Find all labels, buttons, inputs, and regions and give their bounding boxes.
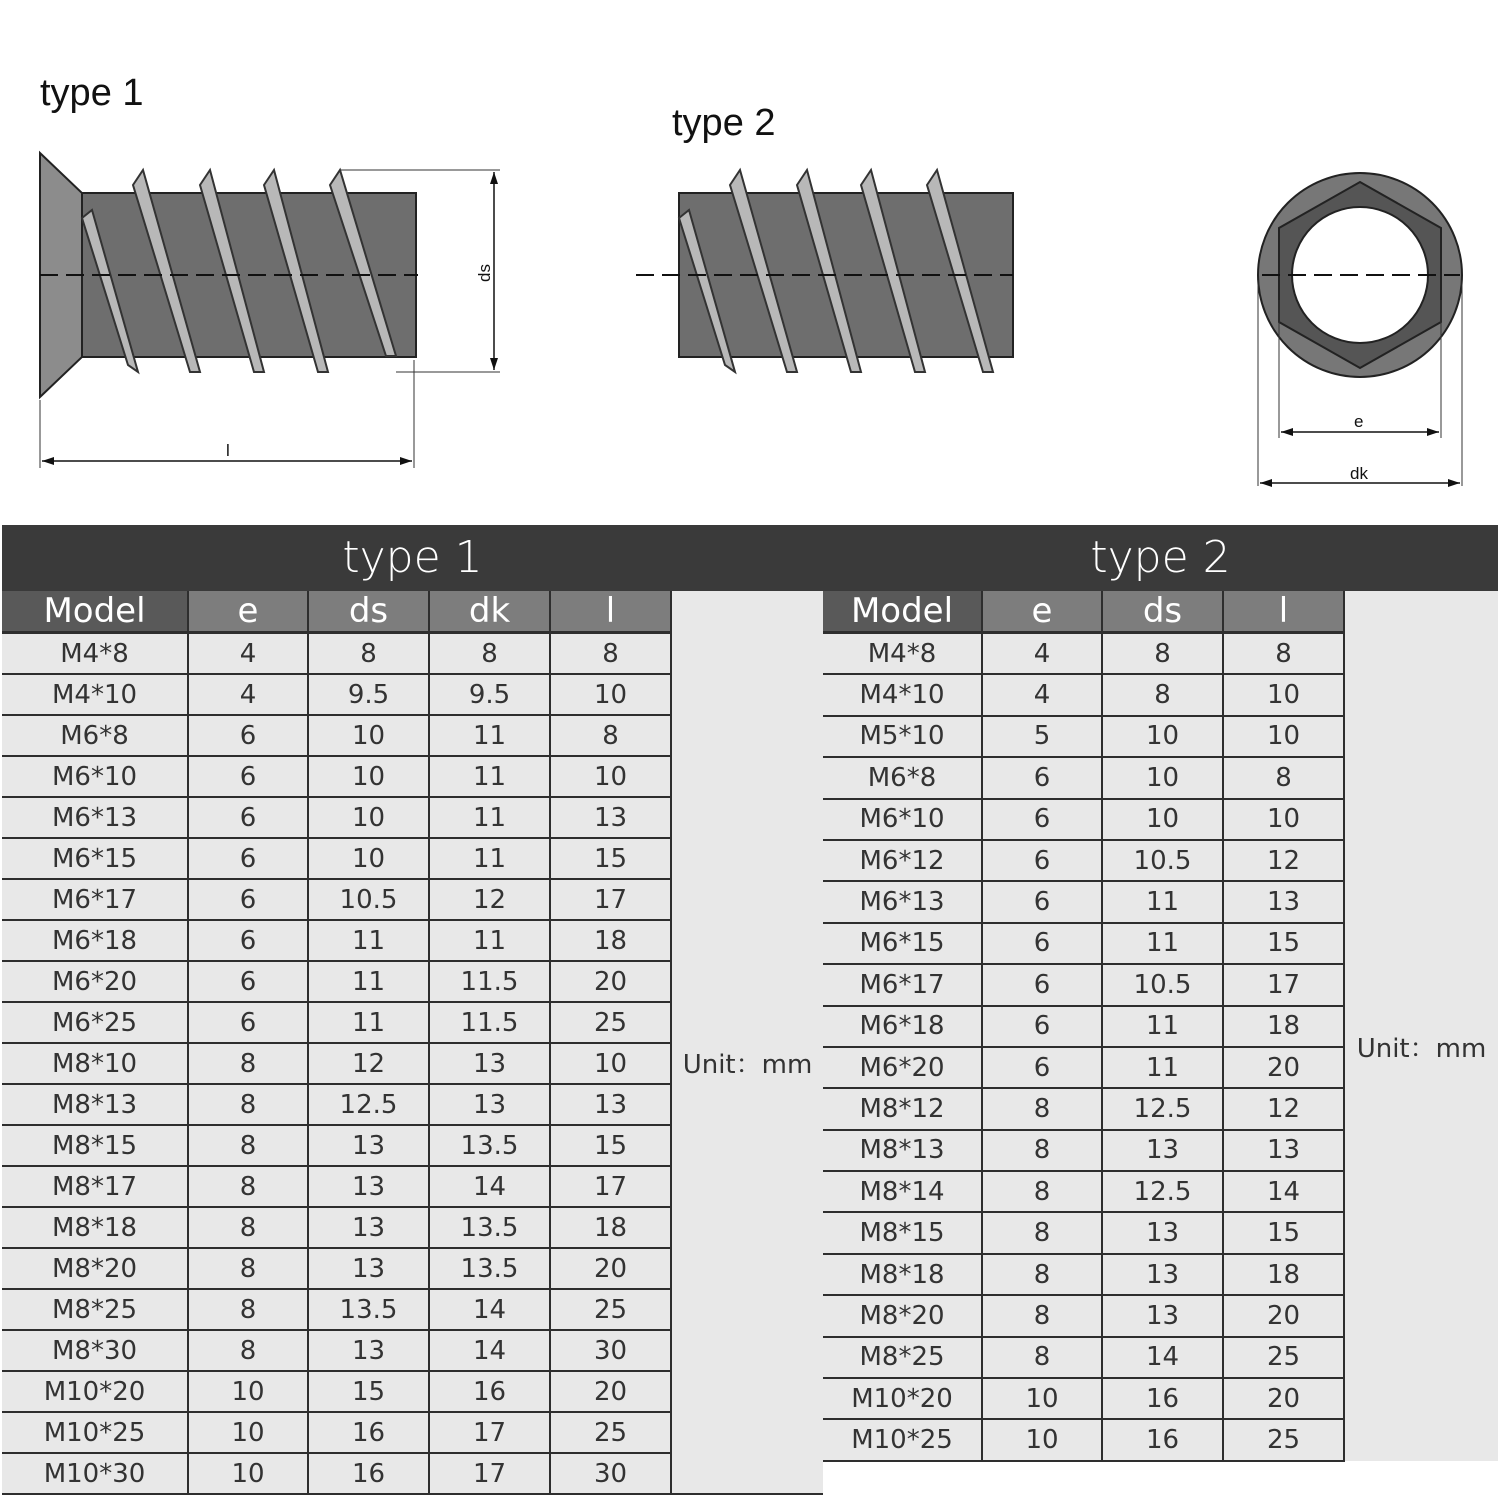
- unit-label: Unit：mm: [671, 633, 823, 1495]
- cell-ds: 13: [308, 1166, 429, 1207]
- cell-e: 8: [188, 1166, 308, 1207]
- cell-l: 10: [550, 1043, 671, 1084]
- cell-ds: 11: [308, 1002, 429, 1043]
- cell-dk: 13.5: [429, 1248, 550, 1289]
- cell-dk: 11.5: [429, 1002, 550, 1043]
- cell-model: M8*15: [2, 1125, 188, 1166]
- cell-model: M4*8: [823, 633, 982, 675]
- cell-l: 10: [1223, 716, 1344, 757]
- e-dimension-label: e: [1354, 412, 1364, 431]
- table-row: [2, 633, 823, 675]
- cell-model: M5*10: [823, 716, 982, 757]
- cell-e: 6: [188, 838, 308, 879]
- drawing-svg: [0, 0, 1500, 510]
- cell-ds: 16: [308, 1412, 429, 1453]
- cell-l: 15: [550, 838, 671, 879]
- cell-model: M8*20: [2, 1248, 188, 1289]
- cell-e: 8: [188, 1289, 308, 1330]
- cell-l: 14: [1223, 1171, 1344, 1212]
- cell-e: 6: [982, 1006, 1102, 1047]
- cell-ds: 12.5: [1102, 1088, 1223, 1129]
- header-blank: [1344, 591, 1498, 633]
- cell-e: 6: [982, 1047, 1102, 1088]
- column-header-e: e: [982, 591, 1102, 633]
- cell-l: 15: [1223, 1212, 1344, 1253]
- cell-dk: 16: [429, 1371, 550, 1412]
- cell-ds: 10: [308, 715, 429, 756]
- cell-model: M8*10: [2, 1043, 188, 1084]
- cell-model: M10*25: [2, 1412, 188, 1453]
- cell-l: 13: [1223, 881, 1344, 922]
- cell-model: M4*8: [2, 633, 188, 675]
- cell-e: 6: [188, 920, 308, 961]
- cell-ds: 10: [308, 838, 429, 879]
- cell-e: 6: [188, 756, 308, 797]
- cell-model: M6*15: [2, 838, 188, 879]
- cell-ds: 13: [308, 1330, 429, 1371]
- cell-dk: 11: [429, 920, 550, 961]
- cell-dk: 13.5: [429, 1125, 550, 1166]
- cell-e: 4: [982, 633, 1102, 675]
- cell-e: 10: [188, 1412, 308, 1453]
- table-header-row: [2, 591, 823, 633]
- cell-l: 13: [550, 797, 671, 838]
- cell-ds: 11: [1102, 923, 1223, 964]
- cell-ds: 15: [308, 1371, 429, 1412]
- cell-e: 6: [188, 879, 308, 920]
- type2-spec-table-panel: [823, 525, 1498, 1462]
- type2-drawing-title: type 2: [672, 102, 776, 144]
- cell-e: 8: [982, 1171, 1102, 1212]
- cell-ds: 9.5: [308, 674, 429, 715]
- cell-dk: 13: [429, 1043, 550, 1084]
- cell-l: 8: [550, 715, 671, 756]
- cell-ds: 10: [1102, 799, 1223, 840]
- cell-ds: 13.5: [308, 1289, 429, 1330]
- type2-table-title: type 2: [823, 525, 1498, 591]
- cell-e: 4: [188, 674, 308, 715]
- cell-e: 8: [188, 1330, 308, 1371]
- cell-e: 6: [982, 881, 1102, 922]
- cell-e: 8: [188, 1084, 308, 1125]
- cell-dk: 12: [429, 879, 550, 920]
- cell-model: M6*10: [823, 799, 982, 840]
- cell-l: 8: [1223, 757, 1344, 798]
- cell-ds: 10: [308, 756, 429, 797]
- column-header-model: Model: [2, 591, 188, 633]
- table-row: [823, 633, 1498, 675]
- cell-l: 18: [550, 1207, 671, 1248]
- column-header-l: l: [550, 591, 671, 633]
- cell-e: 10: [982, 1378, 1102, 1419]
- cell-dk: 11: [429, 797, 550, 838]
- cell-l: 15: [550, 1125, 671, 1166]
- cell-model: M6*10: [2, 756, 188, 797]
- cell-model: M6*18: [823, 1006, 982, 1047]
- column-header-ds: ds: [1102, 591, 1223, 633]
- cell-l: 20: [1223, 1047, 1344, 1088]
- cell-model: M10*20: [823, 1378, 982, 1419]
- cell-l: 10: [1223, 674, 1344, 715]
- type1-drawing-title: type 1: [40, 72, 144, 114]
- cell-e: 8: [188, 1043, 308, 1084]
- cell-model: M6*17: [823, 964, 982, 1005]
- cell-dk: 11.5: [429, 961, 550, 1002]
- cell-ds: 12.5: [1102, 1171, 1223, 1212]
- cell-dk: 14: [429, 1289, 550, 1330]
- cell-ds: 10: [308, 797, 429, 838]
- header-blank: [671, 591, 823, 633]
- cell-l: 25: [1223, 1419, 1344, 1460]
- cell-l: 8: [1223, 633, 1344, 675]
- type1-spec-table-panel: [2, 525, 823, 1495]
- cell-l: 18: [1223, 1254, 1344, 1295]
- cell-model: M4*10: [2, 674, 188, 715]
- cell-e: 6: [982, 757, 1102, 798]
- cell-e: 6: [982, 840, 1102, 881]
- cell-model: M10*25: [823, 1419, 982, 1460]
- cell-l: 30: [550, 1453, 671, 1494]
- cell-e: 8: [982, 1212, 1102, 1253]
- cell-dk: 13.5: [429, 1207, 550, 1248]
- technical-drawing: [0, 0, 1500, 510]
- cell-model: M8*18: [2, 1207, 188, 1248]
- cell-ds: 16: [308, 1453, 429, 1494]
- cell-l: 17: [1223, 964, 1344, 1005]
- cell-ds: 12: [308, 1043, 429, 1084]
- cell-ds: 14: [1102, 1337, 1223, 1378]
- cell-model: M4*10: [823, 674, 982, 715]
- cell-ds: 10.5: [1102, 840, 1223, 881]
- cell-e: 10: [188, 1453, 308, 1494]
- type1-insert-drawing: [40, 153, 500, 468]
- cell-e: 6: [188, 797, 308, 838]
- cell-model: M8*12: [823, 1088, 982, 1129]
- cell-model: M6*13: [2, 797, 188, 838]
- cell-dk: 14: [429, 1330, 550, 1371]
- cell-e: 4: [188, 633, 308, 675]
- cell-model: M10*20: [2, 1371, 188, 1412]
- cell-ds: 13: [308, 1207, 429, 1248]
- cell-model: M6*8: [823, 757, 982, 798]
- cell-l: 12: [1223, 1088, 1344, 1129]
- cell-ds: 13: [1102, 1212, 1223, 1253]
- cell-ds: 13: [308, 1125, 429, 1166]
- type2-spec-table: [823, 591, 1498, 1462]
- cell-dk: 11: [429, 715, 550, 756]
- cell-l: 25: [550, 1289, 671, 1330]
- cell-e: 5: [982, 716, 1102, 757]
- cell-l: 25: [550, 1412, 671, 1453]
- cell-e: 6: [188, 715, 308, 756]
- cell-ds: 10: [1102, 757, 1223, 798]
- cell-model: M6*18: [2, 920, 188, 961]
- cell-ds: 10: [1102, 716, 1223, 757]
- type1-table-title: type 1: [2, 525, 823, 591]
- cell-model: M10*30: [2, 1453, 188, 1494]
- cell-model: M8*18: [823, 1254, 982, 1295]
- cell-l: 18: [1223, 1006, 1344, 1047]
- cell-l: 12: [1223, 840, 1344, 881]
- column-header-l: l: [1223, 591, 1344, 633]
- cell-model: M8*13: [823, 1130, 982, 1171]
- cell-ds: 12.5: [308, 1084, 429, 1125]
- ds-dimension-label: ds: [475, 264, 494, 282]
- cell-ds: 13: [1102, 1254, 1223, 1295]
- cell-e: 8: [982, 1088, 1102, 1129]
- cell-dk: 17: [429, 1453, 550, 1494]
- cell-model: M6*20: [823, 1047, 982, 1088]
- cell-l: 13: [550, 1084, 671, 1125]
- cell-model: M6*17: [2, 879, 188, 920]
- cell-model: M8*25: [2, 1289, 188, 1330]
- cell-model: M8*25: [823, 1337, 982, 1378]
- cell-l: 20: [550, 1371, 671, 1412]
- cell-model: M6*8: [2, 715, 188, 756]
- cell-model: M8*30: [2, 1330, 188, 1371]
- cell-model: M6*15: [823, 923, 982, 964]
- cell-model: M6*13: [823, 881, 982, 922]
- cell-e: 8: [982, 1337, 1102, 1378]
- cell-e: 10: [188, 1371, 308, 1412]
- cell-ds: 16: [1102, 1378, 1223, 1419]
- end-view-drawing: [1258, 173, 1462, 487]
- cell-dk: 11: [429, 838, 550, 879]
- cell-l: 10: [550, 756, 671, 797]
- cell-ds: 13: [1102, 1130, 1223, 1171]
- cell-e: 8: [188, 1207, 308, 1248]
- cell-ds: 13: [308, 1248, 429, 1289]
- cell-l: 20: [550, 1248, 671, 1289]
- cell-l: 10: [550, 674, 671, 715]
- cell-model: M6*12: [823, 840, 982, 881]
- cell-e: 4: [982, 674, 1102, 715]
- column-header-e: e: [188, 591, 308, 633]
- cell-ds: 11: [308, 961, 429, 1002]
- cell-dk: 8: [429, 633, 550, 675]
- cell-model: M8*15: [823, 1212, 982, 1253]
- cell-model: M8*17: [2, 1166, 188, 1207]
- cell-ds: 8: [1102, 674, 1223, 715]
- column-header-ds: ds: [308, 591, 429, 633]
- l-dimension-label: l: [226, 441, 230, 460]
- cell-model: M8*13: [2, 1084, 188, 1125]
- cell-l: 20: [1223, 1295, 1344, 1336]
- cell-l: 8: [550, 633, 671, 675]
- cell-l: 20: [550, 961, 671, 1002]
- cell-model: M6*25: [2, 1002, 188, 1043]
- cell-dk: 13: [429, 1084, 550, 1125]
- cell-ds: 10.5: [308, 879, 429, 920]
- column-header-dk: dk: [429, 591, 550, 633]
- table-header-row: [823, 591, 1498, 633]
- cell-l: 25: [550, 1002, 671, 1043]
- cell-l: 25: [1223, 1337, 1344, 1378]
- cell-ds: 11: [1102, 1006, 1223, 1047]
- cell-dk: 11: [429, 756, 550, 797]
- cell-dk: 9.5: [429, 674, 550, 715]
- cell-model: M6*20: [2, 961, 188, 1002]
- cell-e: 8: [982, 1254, 1102, 1295]
- cell-ds: 10.5: [1102, 964, 1223, 1005]
- cell-l: 10: [1223, 799, 1344, 840]
- unit-label: Unit：mm: [1344, 633, 1498, 1461]
- cell-l: 17: [550, 879, 671, 920]
- cell-e: 8: [188, 1248, 308, 1289]
- cell-l: 30: [550, 1330, 671, 1371]
- cell-dk: 14: [429, 1166, 550, 1207]
- cell-e: 6: [188, 961, 308, 1002]
- type1-spec-table: [2, 591, 823, 1495]
- cell-e: 6: [982, 799, 1102, 840]
- cell-model: M8*14: [823, 1171, 982, 1212]
- cell-l: 17: [550, 1166, 671, 1207]
- dk-dimension-label: dk: [1350, 464, 1368, 483]
- cell-ds: 13: [1102, 1295, 1223, 1336]
- cell-ds: 8: [308, 633, 429, 675]
- cell-e: 8: [188, 1125, 308, 1166]
- cell-model: M8*20: [823, 1295, 982, 1336]
- cell-e: 8: [982, 1295, 1102, 1336]
- cell-e: 10: [982, 1419, 1102, 1460]
- cell-ds: 11: [1102, 881, 1223, 922]
- cell-l: 20: [1223, 1378, 1344, 1419]
- cell-dk: 17: [429, 1412, 550, 1453]
- cell-e: 6: [188, 1002, 308, 1043]
- cell-e: 6: [982, 964, 1102, 1005]
- cell-ds: 16: [1102, 1419, 1223, 1460]
- cell-ds: 11: [308, 920, 429, 961]
- cell-l: 13: [1223, 1130, 1344, 1171]
- cell-l: 15: [1223, 923, 1344, 964]
- cell-e: 6: [982, 923, 1102, 964]
- cell-l: 18: [550, 920, 671, 961]
- cell-e: 8: [982, 1130, 1102, 1171]
- cell-ds: 11: [1102, 1047, 1223, 1088]
- cell-ds: 8: [1102, 633, 1223, 675]
- type2-insert-drawing: [636, 170, 1013, 372]
- column-header-model: Model: [823, 591, 982, 633]
